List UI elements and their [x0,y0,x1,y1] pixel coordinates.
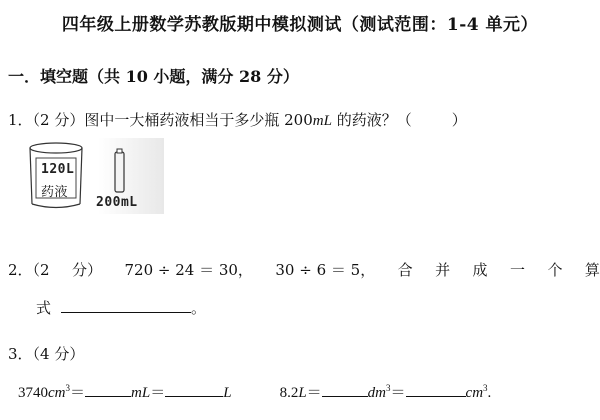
unit-label: dm [367,385,387,401]
question-2-part: 2．（2 [8,261,50,279]
answer-blank[interactable] [61,298,191,313]
equals-sign: ＝ [70,385,86,401]
bottle-volume-label: 200mL [96,195,138,210]
equals-sign: ＝ [150,385,166,401]
unit-label: mL [131,385,151,401]
unit-label: cm [48,385,66,401]
superscript: 3 [65,383,70,393]
question-2-part: 合 [397,261,413,279]
question-1 [8,109,467,130]
answer-blank[interactable] [165,382,223,397]
question-3-conversions [18,381,491,402]
equals-sign: ＝ [390,385,406,401]
question-2-equation-2: 30 ÷ 6 ＝ 5， [275,261,376,279]
bucket-liquid-label: 药液 [41,185,69,200]
question-2-part: 个 [547,261,563,279]
question-2-part: 一 [510,261,526,279]
question-3: 3．（4 分） [8,345,85,363]
question-1-unit: mL [312,113,332,129]
unit-label: L [298,385,307,401]
question-1-text-after: 的药液？（ [331,111,412,129]
unit-label: L [223,385,232,401]
answer-blank[interactable] [406,382,466,397]
question-2-part: 并 [435,261,451,279]
bucket-bottle-figure [18,138,164,214]
page-title: 四年级上册数学苏教版期中模拟测试（测试范围：1-4 单元） [61,15,539,35]
conversion-2-value: 8.2 [279,385,299,401]
bucket-illustration [18,138,164,214]
conversion-1-value: 3740 [18,385,48,401]
unit-label: cm [465,385,484,401]
question-2 [8,259,600,280]
superscript: 3 [386,383,391,393]
question-2-part: 算 [584,261,600,279]
question-2-prefix: 式 [36,299,52,317]
question-1-text: 1．（2 分）图中一大桶药液相当于多少瓶 200 [8,111,313,129]
question-2-line-2 [36,297,206,318]
question-2-part: 成 [472,261,488,279]
superscript: 3 [483,383,488,393]
question-2-equation-1: 720 ÷ 24 ＝ 30， [124,261,253,279]
answer-blank[interactable] [322,382,368,397]
question-2-part: 分） [72,261,103,279]
bucket-volume-label: 120L [41,162,75,177]
period: . [487,385,492,401]
section-heading: 一．填空题（共 10 小题，满分 28 分） [8,67,299,86]
question-1-close-paren: ） [451,111,467,129]
answer-blank[interactable] [85,382,131,397]
equals-sign: ＝ [306,385,322,401]
question-2-suffix: 。 [191,299,207,317]
